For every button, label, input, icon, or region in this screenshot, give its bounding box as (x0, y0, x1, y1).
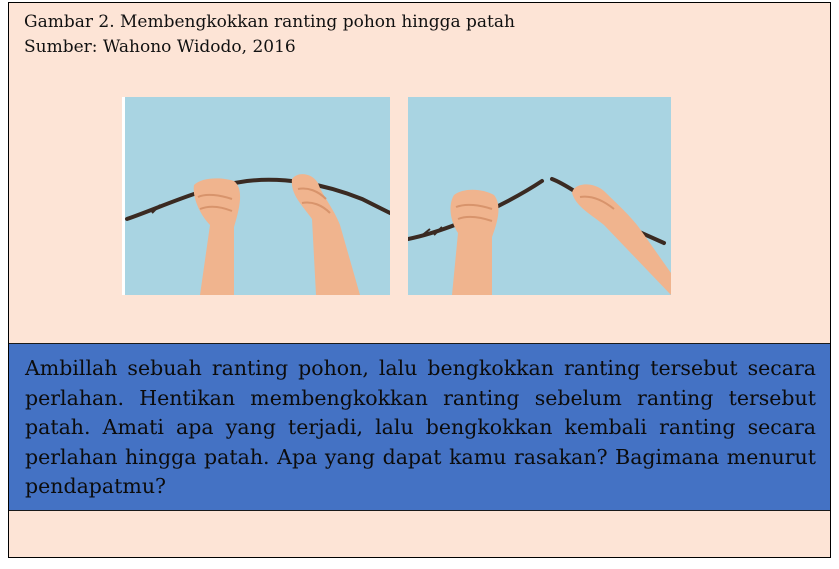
instruction-text: Ambillah sebuah ranting pohon, lalu bengkokkan ranting tersebut secara perlahan. Hentikan membengkokkan ranting sebelum ranting tersebut patah. Amati apa yang terjadi, lalu bengkokkan kembali ranting secara perlahan hingga patah. Apa yang dapat kamu rasakan? Bagimana menurut pendapatmu? (25, 356, 816, 498)
activity-card (8, 2, 831, 558)
instruction-box (9, 343, 830, 511)
bending-branch-photo (122, 97, 390, 295)
caption-title: Gambar 2. Membengkokkan ranting pohon hingga patah (24, 12, 515, 32)
answer-area (9, 511, 830, 557)
figure-photos (122, 97, 671, 295)
broken-branch-photo (408, 97, 671, 295)
caption-source: Sumber: Wahono Widodo, 2016 (24, 37, 296, 57)
figure-caption (24, 10, 515, 60)
